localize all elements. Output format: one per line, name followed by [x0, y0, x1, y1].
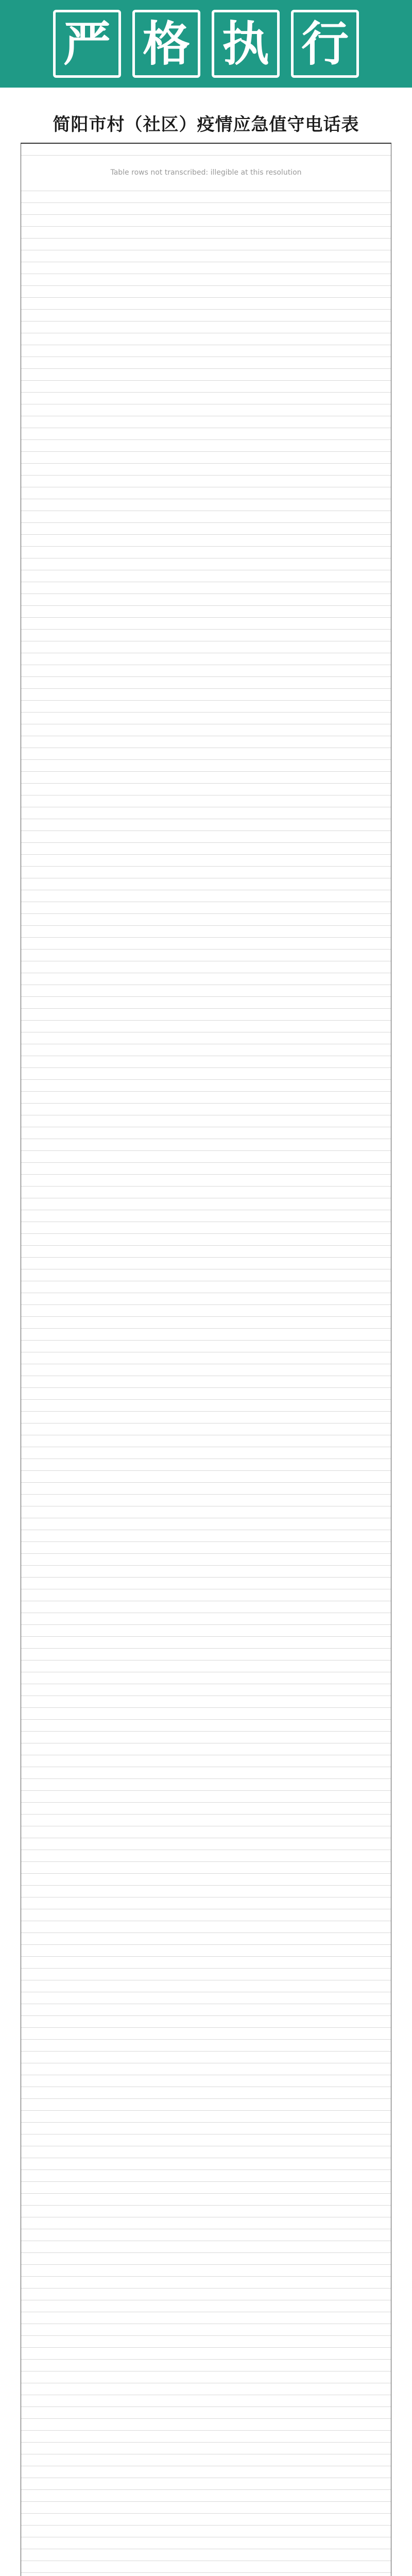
slogan-banner: [0, 0, 412, 91]
untranscribed-notice: Table rows not transcribed: illegible at this resolution: [21, 164, 391, 181]
phone-table: [21, 105, 391, 2576]
table-body: [21, 144, 391, 2576]
table-title: 简阳市村（社区）疫情应急值守电话表: [21, 105, 391, 144]
slogan-char-4: 行: [291, 10, 359, 78]
slogan-char-3: 执: [212, 10, 280, 78]
slogan-char-1: 严: [53, 10, 121, 78]
slogan-char-2: 格: [132, 10, 200, 78]
